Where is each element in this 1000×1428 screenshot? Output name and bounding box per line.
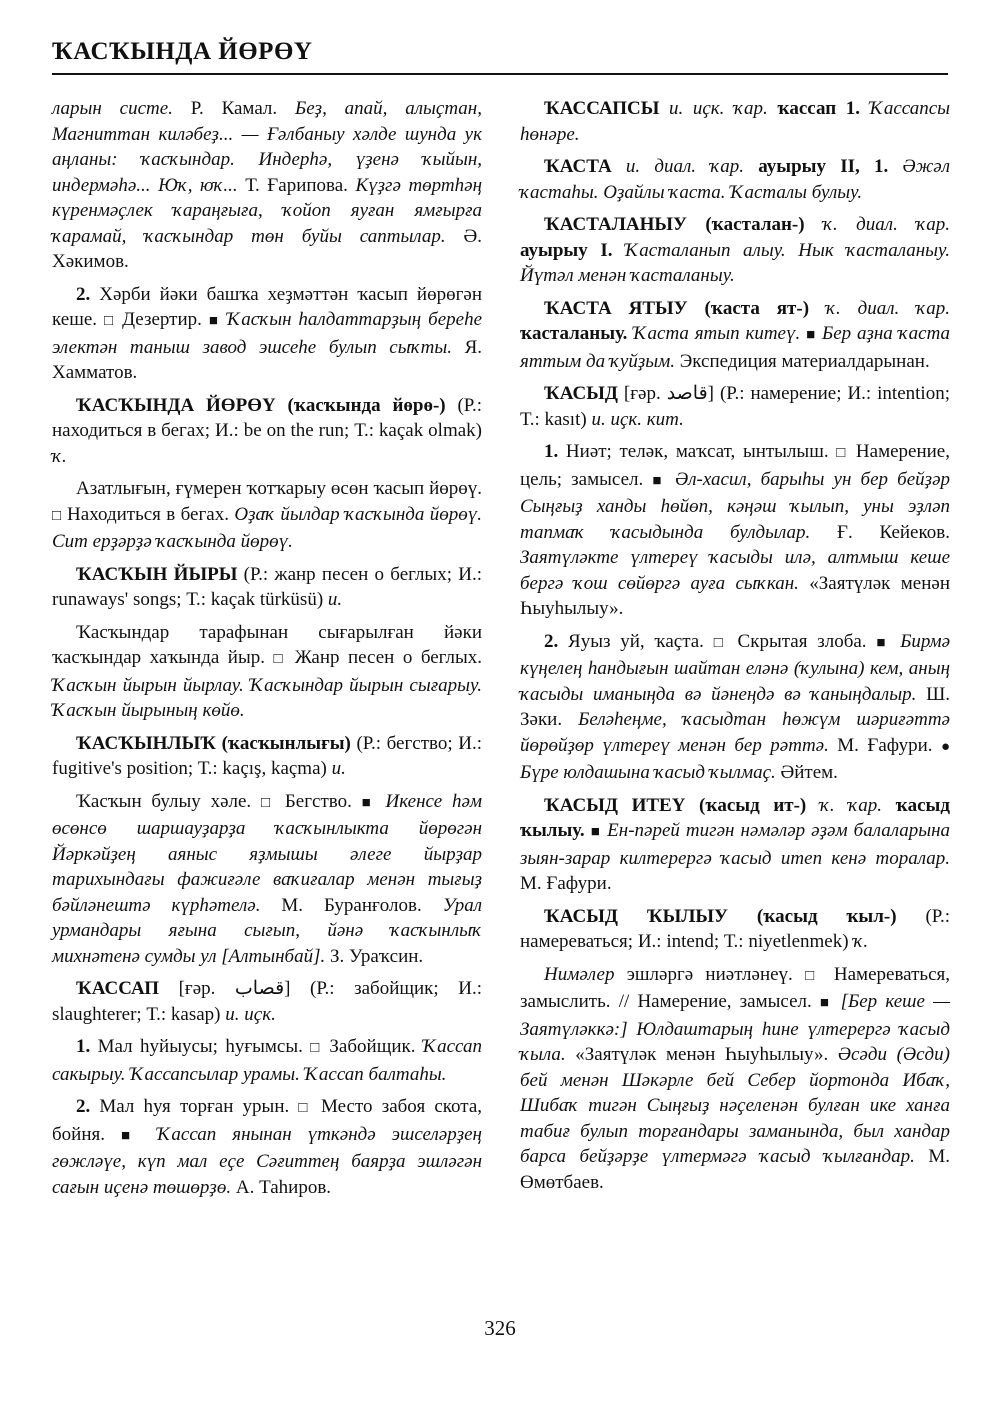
example-text: и. диал. ҡар. [625,156,744,177]
entry-text: М. Ғафури. [828,734,941,756]
entry-text [666,469,675,490]
entry-text: Мал һуя торған урын. [90,1096,299,1117]
dictionary-entry [520,793,950,897]
marker-symbol: □ [298,1100,312,1116]
entry-text [376,791,386,812]
marker-symbol: ■ [652,472,666,489]
entry-text: Намереваться, замыслить. // Намерение, замысел. [520,963,950,1012]
headword-text: ҠАСТА ЯТЫУ (ҡаста ят-) [544,297,810,319]
example-text: Бер аҙна ҡаста яттым да ҡуйҙым. [520,323,951,372]
entry-text: Ниәт; теләк, маҡсат, ынтылыш. [558,441,837,462]
marker-symbol: ■ [876,634,891,651]
entry-text: М. Буранғолов. [260,894,443,916]
entry-text [888,156,902,177]
dictionary-entry [52,1094,482,1200]
dictionary-entry [520,296,950,375]
entry-text: З. Ураҡсин. [325,945,424,967]
example-text: и. [327,589,343,610]
entry-text: Мал һуйыусы; һуғымсы. [90,1036,311,1057]
entry-text: Т. Ғарипова. [237,174,356,196]
marker-symbol: ■ [208,313,221,329]
dictionary-entry [52,282,482,386]
entry-text: (Р.: намереваться; И.: intend; Т.: niyetlenmek) [520,905,950,952]
headword-text: ҠАСҠЫНЛЫҠ (ҡасҡынлығы) [76,732,351,754]
example-text: Ҡаста ятып китеү. [633,323,801,344]
example-text: Ҡасҡын һалдаттарҙың береһе электән таныш завод эшсеһе булып сыҡты. [52,309,482,358]
entry-text [832,991,840,1012]
headword-text: ауырыу I. [520,239,613,261]
entry-text: (Р.: жанр песен о беглых; И.: runaways' songs; Т.: kaçak türküsü) [52,563,482,610]
example-text: Оҙаҡ йылдар ҡасҡында йөрөү. Сит ерҙәрҙә ҡасҡында йөрөү. [52,503,483,552]
running-head: ҠАСҠЫНДА ЙӨРӨҮ [52,38,313,65]
dictionary-entry [520,381,950,432]
entry-text: М. Өмөтбаев. [520,1146,950,1193]
entry-text: эшләргә ниәтләнеү. [614,963,806,985]
example-text: Беҙ, апай, алыҫтан, Магниттан киләбеҙ... — Ғәлбаныу хәлде шунда ук аңланы: ҡасҡындар. Индерһә, үҙенә ҡыйын, индермәһә... Юҡ, юҡ... [52,98,482,196]
example-text: Нимәлер [544,963,615,985]
example-text: Заятүләкте үлтереү ҡасыды илә, алтмыш кеше бергә ҡош сөйөргә ауға сыҡкан. [520,547,950,594]
dictionary-entry [52,562,482,613]
marker-symbol: ■ [590,824,602,840]
entry-text [890,631,900,652]
dictionary-entry [52,393,482,470]
marker-symbol: □ [713,634,728,651]
dictionary-entry [52,476,482,555]
example-text: и. иҫк. ҡар. [669,98,768,119]
dictionary-entry [520,962,950,1196]
page-number: 326 [484,1316,516,1340]
entry-text: Ш. Зәки. [520,683,951,730]
marker-symbol: ■ [120,1127,142,1144]
marker-symbol: □ [52,507,62,524]
headword-text: 2. [76,1096,91,1117]
marker-symbol: □ [836,445,849,461]
entry-text: Место забоя скота, бойня. [52,1096,483,1145]
example-text: ҡ. ҡар. [819,794,883,816]
headword-text: ауырыу II, 1. [758,156,889,177]
example-text: ҡ. [52,445,67,467]
entry-text: Дезертир. [115,309,209,330]
example-text: Беләһеңме, ҡасыдтан һөжүм шәриғәттә йөрөйҙөр үлтереү менән бер рәттә. [520,709,950,756]
entry-text [768,98,778,119]
example-text: и. иҫк. кит. [591,408,684,430]
marker-symbol: □ [260,794,276,811]
headword-text: ҡасталаныу. [520,323,628,344]
example-text: Ҡасҡын йырын йырлау. Ҡасҡындар йырын сығарыу. Ҡасҡын йырының көйө. [52,674,482,721]
entry-text: Находиться в бегах. [61,503,235,525]
marker-symbol: □ [805,967,822,984]
example-text: Урал урмандары яғына сығып, йәнә ҡасҡынлыҡ михнәтенә сумды ул [Алтынбай]. [52,894,482,967]
example-text: Ен-пәрей тигән нәмәләр әҙәм балаларына зыян-зарар килтерергә ҡасыд итеп кенә торалар. [520,820,951,869]
entry-text [882,795,896,816]
headword-text: 2. [76,283,91,305]
entry-text: Экспедиция материалдарынан. [675,350,930,372]
headword-text: ҠАСЫД ИТЕҮ (ҡасыд ит-) [544,794,807,816]
entry-text: (Р.: находиться в бегах; И.: be on the run; Т.: kaçak olmak) [52,394,482,441]
entry-text: Жанр песен о беглых. [286,647,483,668]
entry-text [141,1124,157,1145]
example-text: ҡ. диал. ҡар. [823,214,950,235]
headword-text: ҠАСТАЛАНЫУ (ҡасталан-) [544,214,805,235]
example-text: Икенсе һәм өсөнсө шаршауҙарҙа ҡасҡынлыкта йөрөгән Йәркәйҙең аяныс яҙмышы әлеге йырҙар тарихындағы фажиғәле ваҡиғалар менән тығыҙ бәйләнештә күрһәтелә. [52,790,483,916]
example-text: Ҡассапсы һөнәре. [520,98,951,145]
entry-text: Ғ. Кейеков. [810,521,950,543]
dictionary-entry [52,789,482,970]
entry-text: Ә. Хәкимов. [52,225,482,272]
example-text: Ҡасталанып алыу. Нык ҡасталаныу. Йүтәл менән ҡасталаныу. [520,239,950,286]
entry-text: Р. Камал. [172,98,296,119]
dictionary-entry [520,439,950,622]
dictionary-entry [520,212,950,289]
example-text: Әл-хасил, барыһы ун бер бейҙәр Сыңғыҙ ханды һөйөп, кәңәш ҡылып, уны эҙләп тапмаҡ ҡасыдында булдылар. [520,468,951,543]
entry-text: Ҡасҡындар тарафынан сығарылған йәки ҡасҡындар хаҡында йыр. [52,621,482,668]
example-text: Күҙгә төртһәң күренмәҫлек ҡараңғыға, ҡойоп яуған ямғырға ҡарамай, ҡасҡындар төн буйы саптылар. [52,174,482,247]
example-text: и. [331,758,346,779]
entry-text: Хәрби йәки башҡа хеҙмәттән ҡасып йөрөгән кеше. [52,283,482,330]
headword-text: ҠАСҠЫН ЙЫРЫ [76,563,238,585]
entry-text [659,98,669,119]
headword-text: ҠАССАП [76,978,160,999]
entry-text [612,240,625,261]
marker-symbol: ■ [819,995,833,1011]
entry-text: Скрытая злоба. [727,630,877,652]
entry-text: (Р.: бегство; И.: fugitive's position; Т.: kaçış, kaçma) [52,732,482,779]
entry-text: Яуыз уй, ҡаҫта. [558,630,714,652]
marker-symbol: ■ [806,327,817,343]
entry-text: «Заятүләк менән Һыуһылыу». [565,1044,838,1065]
dictionary-entry [52,620,482,724]
entry-text: Я. Хамматов. [52,336,482,383]
example-text: Әжәл ҡастаһы. Оҙайлы ҡаста. Ҡасталы булыу. [520,156,951,203]
headword-text: ҡасыд ҡылыу. [520,794,950,841]
entry-text: М. Ғафури. [520,873,612,894]
entry-text: А. Таһиров. [231,1176,332,1198]
headword-text: 2. [544,630,559,652]
entry-text: Азатлығын, ғүмерен ҡотҡарыу өсөн ҡасып йөрөү. [76,478,482,499]
headword-text: ҠАСҠЫНДА ЙӨРӨҮ (ҡасҡында йөрө-) [76,394,446,416]
example-text: Ҡассап сакырыу. Ҡассапсылар урамы. Ҡассап балтаһы. [52,1036,482,1085]
entry-text [805,214,823,235]
dictionary-entry [520,154,950,205]
headword-text: ҠАСЫД [544,383,618,404]
example-text: ҡ. диал. ҡар. [825,297,951,319]
dictionary-entry [52,1034,482,1087]
dictionary-entry [52,731,482,782]
example-text: Ҡассап янынан үткәндә эшселәрҙең гөжләүе, күп мал еҫе Сәғиттең баярҙа эшләгән сағын иҫенә төшөрҙө. [52,1123,482,1198]
marker-symbol: ● [940,738,950,755]
entry-text: Әйтем. [775,762,838,783]
example-text: ҡ. [853,931,869,952]
entry-text: «Заятүләк менән Һыуһылыу». [520,572,951,619]
example-text: [Бер кеше — Заятүләккә:] Юлдаштарың һине үлтерергә ҡасыд ҡыла. [520,991,951,1065]
entry-text: Намерение, цель; замысел. [520,441,950,490]
example-text: Әсәди (Әсди) бей менән Шәкәрле бей Себер йортонда Ибаҡ, Шибаҡ тигән Сыңғыҙ нәҫеленән булған ике ханға табиғ булып торғандары заманында, был хандар барса бейҙәрҙе үлтермәгә ҡасыд ҡылғандар. [520,1044,950,1167]
headword-text: 1. [76,1036,91,1057]
entry-text: [ғәр. قاصد] (Р.: намерение; И.: intention; Т.: kasıt) [520,383,950,430]
dictionary-entry [520,629,950,786]
headword-text: ҡассап 1. [777,98,861,119]
headword-text: 1. [544,441,559,462]
marker-symbol: □ [273,651,287,667]
marker-symbol: □ [103,313,116,329]
entry-text [809,298,826,319]
example-text: и. иҫк. [225,1003,276,1025]
example-text: ларын систе. [52,98,173,119]
header-rule [52,73,948,75]
entry-text [806,795,820,816]
entry-text: Бегство. [275,790,362,812]
entry-text: Ҡасҡын булыу хәле. [76,790,261,812]
headword-text: ҠАСЫД ҠЫЛЫУ (ҡасыд ҡыл-) [544,905,897,927]
entry-text: [ғәр. قصاب] (Р.: забойщик; И.: slaughterer; Т.: kasap) [52,978,482,1025]
entry-text [220,309,227,330]
entry-text [744,156,758,177]
headword-text: ҠАСТА [544,156,612,177]
entry-text: Забойщик. [322,1036,423,1057]
marker-symbol: ■ [361,794,376,811]
entry-text [612,156,626,177]
example-text: Бирмә күңелең һандығын шайтан еләнә (ҡулына) кем, аның ҡасыды иманыңда вә йәнеңдә вә ҡаныңдалыр. [520,630,951,705]
dictionary-entry [52,976,482,1027]
dictionary-entry [520,96,950,147]
headword-text: ҠАССАПСЫ [544,98,660,119]
dictionary-entry [52,96,482,275]
right-column [520,96,950,1202]
entry-text [860,98,870,119]
left-column [52,96,482,1207]
dictionary-entry [520,904,950,955]
example-text: Бүре юлдашына ҡасыд ҡылмаҫ. [520,762,776,783]
marker-symbol: □ [310,1040,322,1056]
